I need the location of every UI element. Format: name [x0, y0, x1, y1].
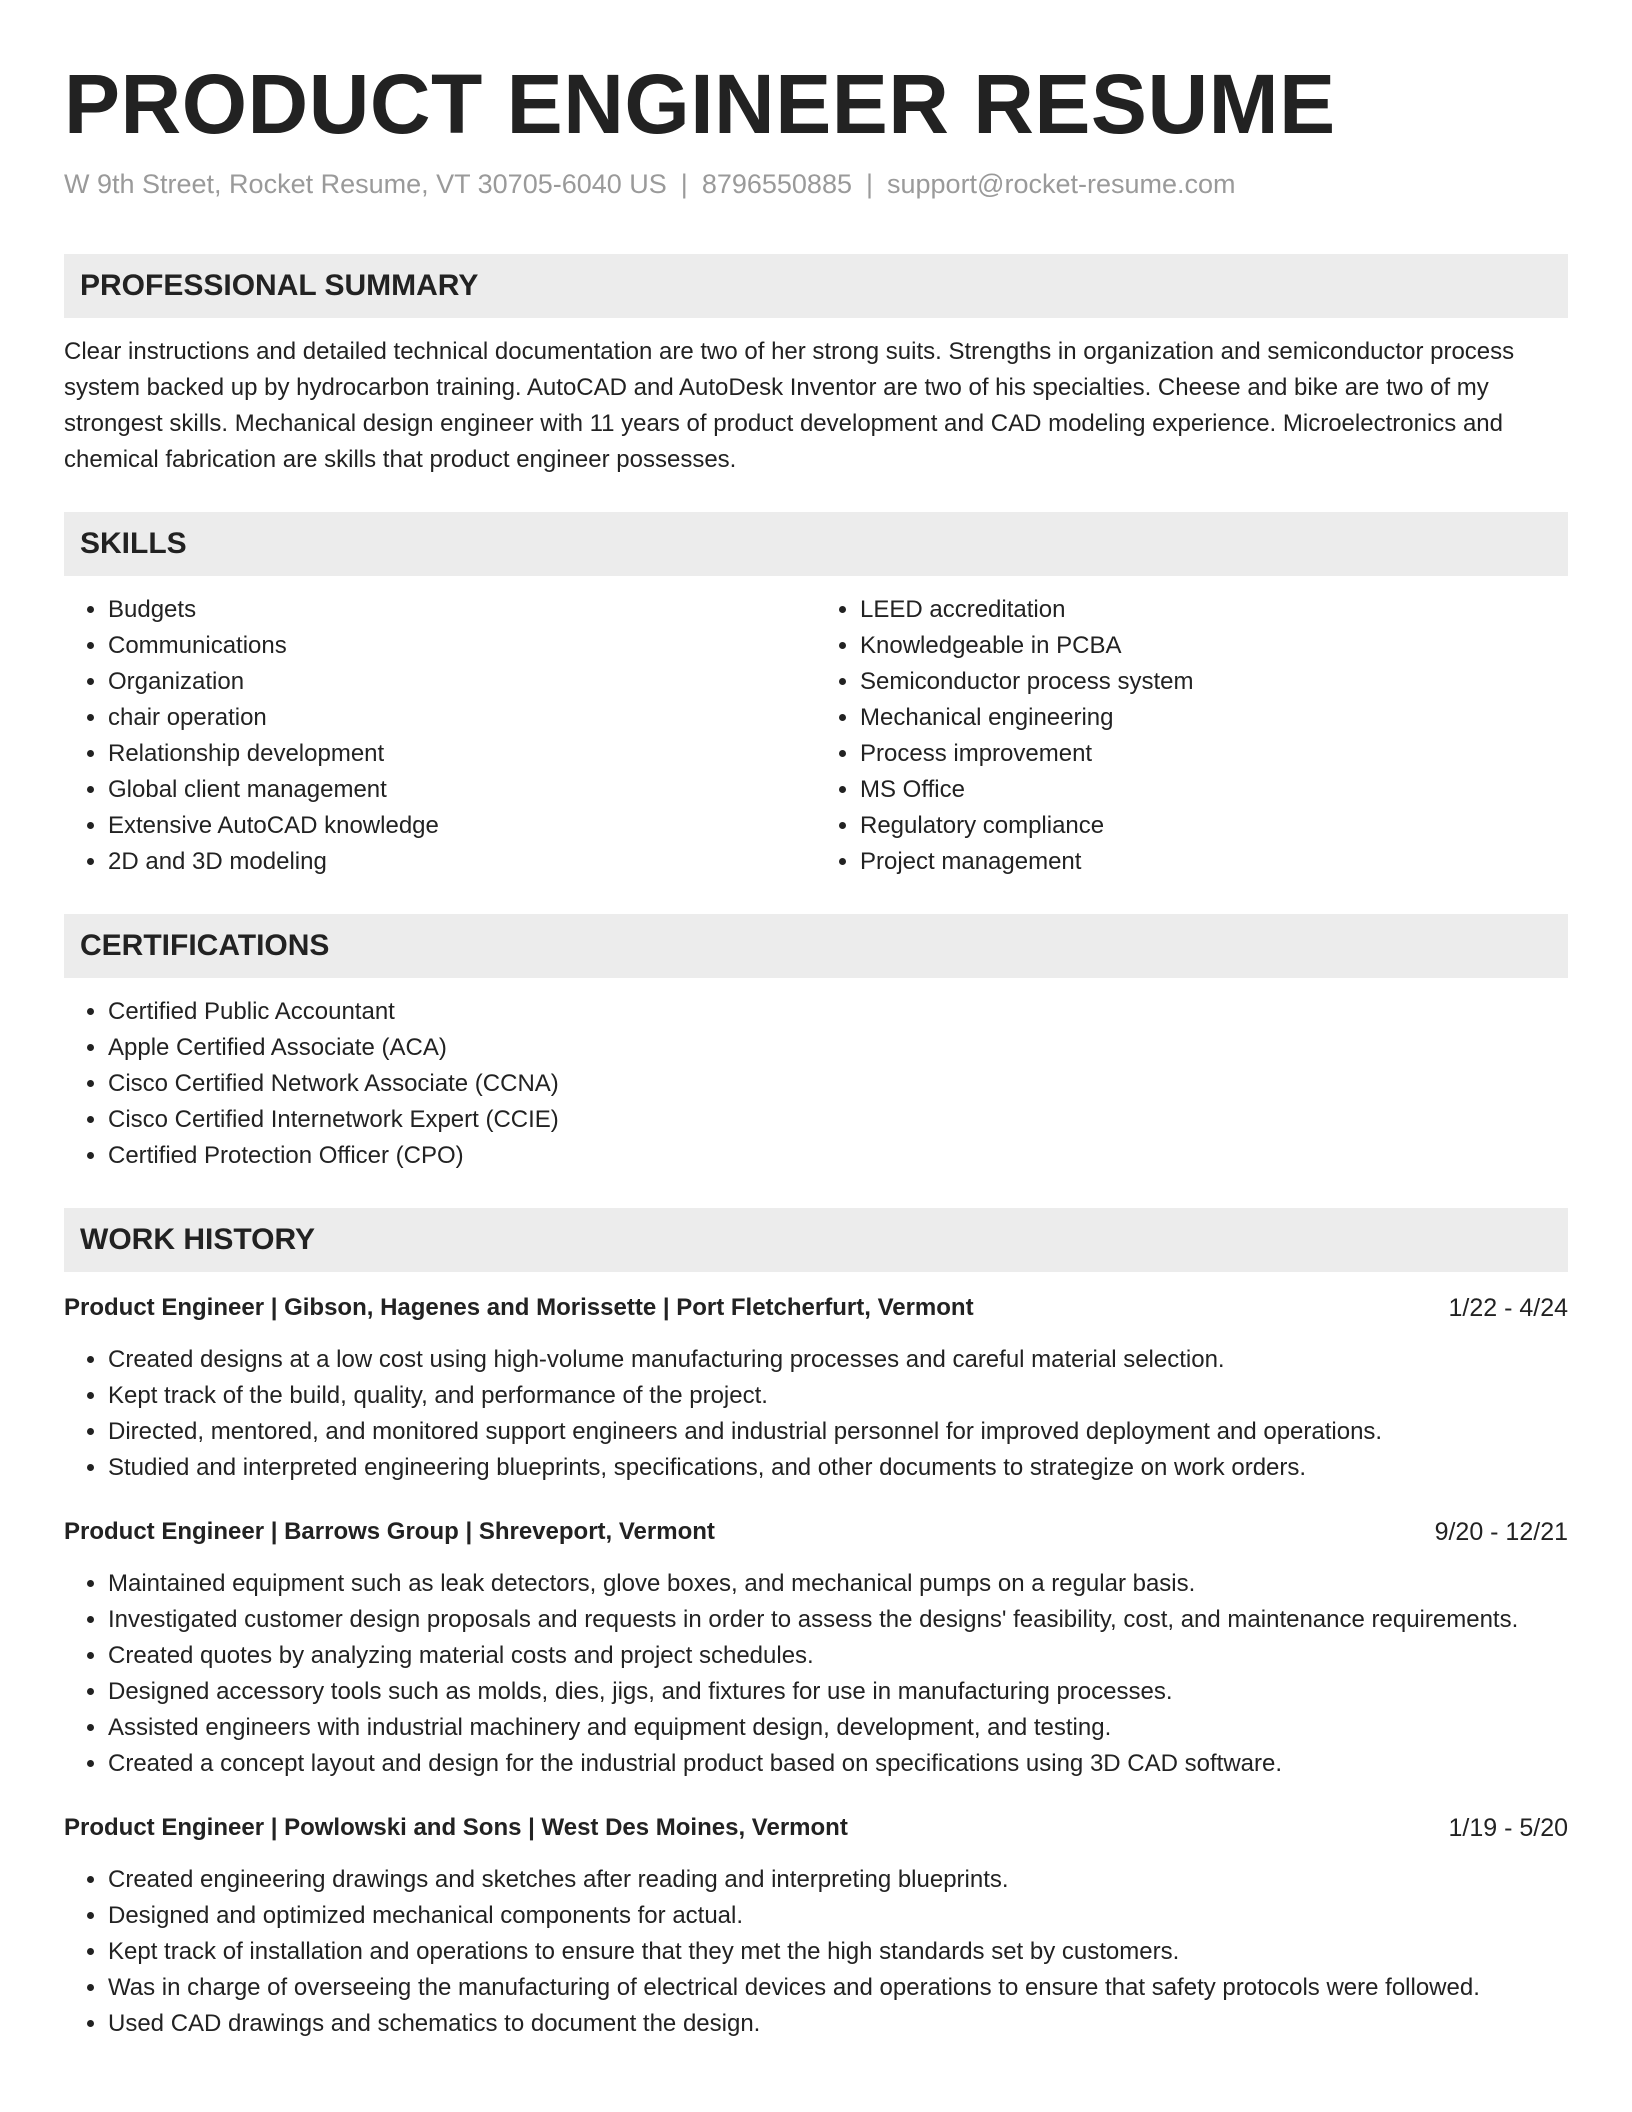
skill-item: • chair operation	[108, 700, 816, 736]
skill-item: • Mechanical engineering	[860, 700, 1568, 736]
skill-item: • 2D and 3D modeling	[108, 844, 816, 880]
resume-page	[64, 0, 1568, 2042]
certification-item: • Certified Public Accountant	[108, 994, 1568, 1030]
contact-address: W 9th Street, Rocket Resume, VT 30705-6040 US	[64, 169, 667, 199]
job-duty: • Investigated customer design proposals and requests in order to assess the designs' feasibility, cost, and maintenance requirements.	[108, 1602, 1568, 1638]
job-duties	[64, 1862, 1568, 2042]
job-duty: • Created a concept layout and design for the industrial product based on specifications using 3D CAD software.	[108, 1746, 1568, 1782]
job-duty: • Created engineering drawings and sketches after reading and interpreting blueprints.	[108, 1862, 1568, 1898]
contact-separator: |	[865, 169, 873, 199]
job-duty: • Directed, mentored, and monitored support engineers and industrial personnel for improved deployment and operations.	[108, 1414, 1568, 1450]
job-dates: 9/20 - 12/21	[1434, 1518, 1568, 1546]
skill-item: • Semiconductor process system	[860, 664, 1568, 700]
skill-item: • Communications	[108, 628, 816, 664]
job-duty: • Created quotes by analyzing material costs and project schedules.	[108, 1638, 1568, 1674]
skills-list-left	[64, 592, 816, 880]
job-duty: • Kept track of installation and operations to ensure that they met the high standards set by customers.	[108, 1934, 1568, 1970]
job-dates: 1/22 - 4/24	[1448, 1294, 1568, 1322]
job-duty: • Was in charge of overseeing the manufacturing of electrical devices and operations to ensure that safety protocols were followed.	[108, 1970, 1568, 2006]
job-duty: • Designed and optimized mechanical components for actual.	[108, 1898, 1568, 1934]
skill-item: • Global client management	[108, 772, 816, 808]
job-duty: • Used CAD drawings and schematics to document the design.	[108, 2006, 1568, 2042]
job-duty: • Studied and interpreted engineering blueprints, specifications, and other documents to strategize on work orders.	[108, 1450, 1568, 1486]
contact-email: support@rocket-resume.com	[887, 169, 1236, 199]
skill-item: • Budgets	[108, 592, 816, 628]
contact-line	[64, 166, 1568, 202]
certifications-list	[64, 994, 1568, 1174]
job-title: Product Engineer | Gibson, Hagenes and Morissette | Port Fletcherfurt, Vermont	[64, 1294, 974, 1321]
skills-list-right	[816, 592, 1568, 880]
section-header-summary: PROFESSIONAL SUMMARY	[64, 254, 1568, 318]
skill-item: • Process improvement	[860, 736, 1568, 772]
skill-item: • Organization	[108, 664, 816, 700]
section-header-work-history: WORK HISTORY	[64, 1208, 1568, 1272]
skills-grid	[64, 592, 1568, 880]
contact-separator: |	[680, 169, 688, 199]
certification-item: • Cisco Certified Network Associate (CCNA)	[108, 1066, 1568, 1102]
job-entry	[64, 1290, 1568, 1486]
job-header	[64, 1290, 1568, 1326]
job-duty: • Assisted engineers with industrial machinery and equipment design, development, and testing.	[108, 1710, 1568, 1746]
job-header	[64, 1514, 1568, 1550]
job-entry	[64, 1514, 1568, 1782]
job-duty: • Maintained equipment such as leak detectors, glove boxes, and mechanical pumps on a regular basis.	[108, 1566, 1568, 1602]
certification-item: • Apple Certified Associate (ACA)	[108, 1030, 1568, 1066]
summary-text: Clear instructions and detailed technical documentation are two of her strong suits. Strengths in organization and semiconductor process system backed up by hydrocarbon training. AutoCAD and AutoDesk Inventor are two of his specialties. Cheese and bike are two of my strongest skills. Mechanical design engineer with 11 years of product development and CAD modeling experience. Microelectronics and chemical fabrication are skills that product engineer possesses.	[64, 338, 1515, 473]
job-duty: • Designed accessory tools such as molds, dies, jigs, and fixtures for use in manufacturing processes.	[108, 1674, 1568, 1710]
job-duty: • Created designs at a low cost using high-volume manufacturing processes and careful material selection.	[108, 1342, 1568, 1378]
certification-item: • Cisco Certified Internetwork Expert (CCIE)	[108, 1102, 1568, 1138]
job-title: Product Engineer | Barrows Group | Shreveport, Vermont	[64, 1518, 715, 1545]
section-header-skills: SKILLS	[64, 512, 1568, 576]
job-header	[64, 1810, 1568, 1846]
job-title: Product Engineer | Powlowski and Sons | West Des Moines, Vermont	[64, 1814, 848, 1841]
skill-item: • Knowledgeable in PCBA	[860, 628, 1568, 664]
job-duties	[64, 1342, 1568, 1486]
section-header-certifications: CERTIFICATIONS	[64, 914, 1568, 978]
skill-item: • Project management	[860, 844, 1568, 880]
resume-title: PRODUCT ENGINEER RESUME	[64, 57, 1336, 151]
skill-item: • Relationship development	[108, 736, 816, 772]
contact-phone: 8796550885	[701, 169, 852, 199]
skill-item: • Regulatory compliance	[860, 808, 1568, 844]
job-duties	[64, 1566, 1568, 1782]
skill-item: • Extensive AutoCAD knowledge	[108, 808, 816, 844]
certification-item: • Certified Protection Officer (CPO)	[108, 1138, 1568, 1174]
job-dates: 1/19 - 5/20	[1448, 1814, 1568, 1842]
skill-item: • LEED accreditation	[860, 592, 1568, 628]
job-entry	[64, 1810, 1568, 2042]
job-duty: • Kept track of the build, quality, and performance of the project.	[108, 1378, 1568, 1414]
skill-item: • MS Office	[860, 772, 1568, 808]
